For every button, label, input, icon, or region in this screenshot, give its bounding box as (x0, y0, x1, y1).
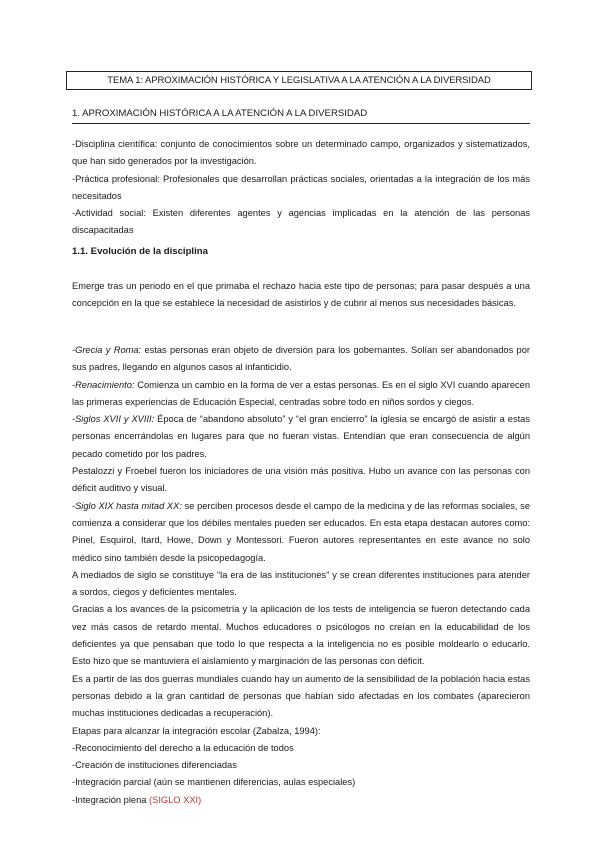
etapa-item: -Creación de instituciones diferenciadas (72, 760, 237, 771)
etapa-final (72, 792, 530, 809)
mediados-paragraph: A mediados de siglo se constituye “la era de las instituciones” y se crean diferentes instituciones para atender a sordos, ciegos y deficientes mentales. (72, 569, 530, 598)
subsection-heading: 1.1. Evolución de la disciplina (72, 246, 208, 257)
gracias-paragraph: Gracias a los avances de la psicometría y la aplicación de los tests de inteligencia se fueron detectando cada vez más casos de retardo mental. Muchos educadores o psicólogos no creían en la educabilidad de los deficientes ya que pensaban que todo lo que respecta a la inteligencia no es posible moldearlo o educarlo. Esto hizo que se mantuviera el aislamiento y marginación de las personas con déficit. (72, 604, 530, 667)
etapa-item: -Integración parcial (aún se mantienen diferencias, aulas especiales) (72, 777, 356, 788)
etapas-intro: Etapas para alcanzar la integración escolar (Zabalza, 1994): (72, 725, 321, 736)
guerras-paragraph: Es a partir de las dos guerras mundiales cuando hay un aumento de la sensibilidad de la población hacia estas personas debido a la gran cantidad de personas que habían sido afectadas en los combates (aparecieron muchas instituciones dedicadas a recuperación). (72, 673, 530, 719)
etapa-final-label: -Integración plena (72, 794, 150, 805)
xix-text: se perciben procesos desde el campo de la medicina y de las reformas sociales, se comienza a considerar que los débiles mentales pueden ser educados. En esta etapa destacan autores como: Pinel, Esquirol, Itard, Howe, Down y Montessori. Fueron autores representantes en este avance no solo médico sino también desde la psicopedagogía. (72, 500, 530, 563)
etapa-item: -Reconocimiento del derecho a la educación de todos (72, 742, 294, 753)
history-block (72, 342, 530, 809)
definitions-block (72, 136, 530, 240)
renacimiento-label: -Renacimiento: (72, 379, 135, 390)
siglo-xxi-highlight: (SIGLO XXI) (149, 794, 202, 805)
grecia-text: estas personas eran objeto de diversión para los gobernantes. Solían ser abandonados por sus padres, llegando en algunos casos al infanticidio. (72, 345, 530, 373)
grecia-label: -Grecia y Roma: (72, 345, 142, 355)
intro-block (72, 278, 530, 313)
siglos-label: -Siglos XVII y XVIII: (72, 414, 155, 425)
grecia-paragraph (72, 342, 530, 377)
section-heading: 1. APROXIMACIÓN HISTÓRICA A LA ATENCIÓN A LA DIVERSIDAD (72, 108, 530, 124)
document-title: TEMA 1: APROXIMACIÓN HISTÓRICA Y LEGISLATIVA A LA ATENCIÓN A LA DIVERSIDAD (66, 71, 532, 90)
siglos-paragraph (72, 411, 530, 463)
siglos-text: Época de “abandono absoluto” y “el gran encierro” la iglesia se encargó de asistir a estas personas encerrándolas en lugares para que no fueran vistas. Entendían que eran consecuencia de algún pecado cometido por los padres. (72, 414, 530, 459)
xix-label: -Siglo XIX hasta mitad XX: (72, 500, 182, 511)
renacimiento-text: Comienza un cambio en la forma de ver a estas personas. Es en el siglo XVI cuando aparecen las primeras experiencias de Educación Especial, centradas sobre todo en niños sordos y ciegos. (72, 379, 530, 407)
renacimiento-paragraph (72, 377, 530, 412)
definition-disciplina: -Disciplina científica: conjunto de conocimientos sobre un determinado campo, organizados y sistematizados, que han sido generados por la investigación. (72, 139, 530, 167)
xix-paragraph (72, 498, 530, 567)
definition-actividad: -Actividad social: Existen diferentes agentes y agencias implicadas en la atención de las personas discapacitadas (72, 208, 530, 236)
pestalozzi-paragraph: Pestalozzi y Froebel fueron los iniciadores de una visión más positiva. Hubo un avance con las personas con déficit auditivo y visual. (72, 466, 530, 494)
intro-paragraph: Emerge tras un periodo en el que primaba el rechazo hacia este tipo de personas; para pasar después a una concepción en la que se establece la necesidad de asistirlos y de cubrir al menos sus necesidades básicas. (72, 281, 530, 309)
definition-practica: -Práctica profesional: Profesionales que desarrollan prácticas sociales, orientadas a la integración de los más necesitados (72, 173, 530, 201)
